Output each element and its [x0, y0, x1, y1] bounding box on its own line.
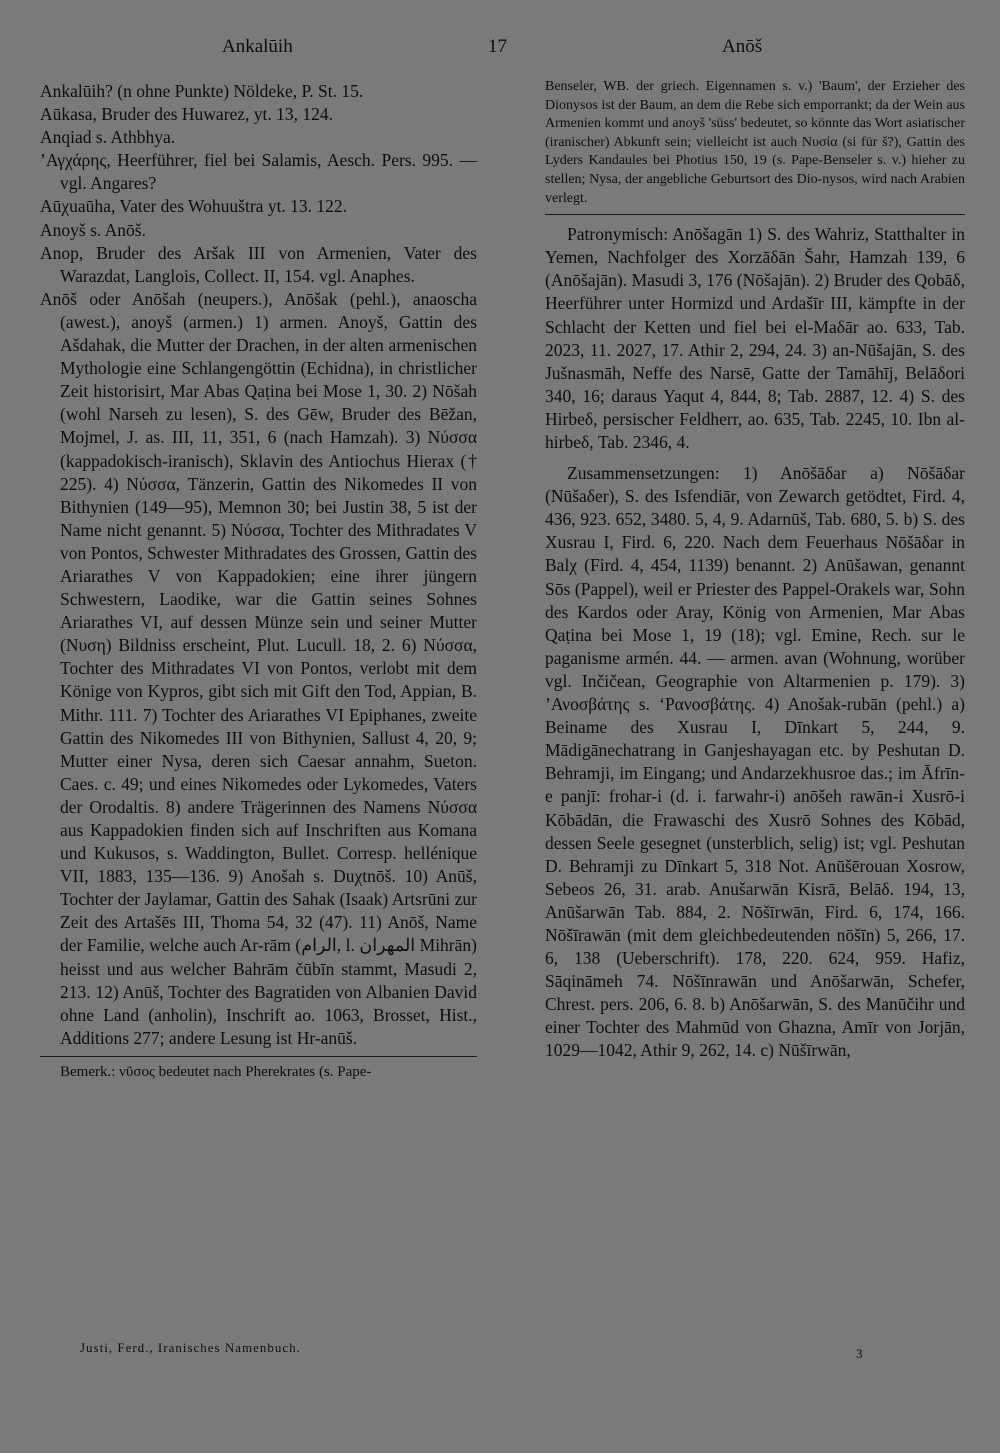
entry-aukasa: Aūkasa, Bruder des Huwarez, yt. 13, 124. [40, 104, 334, 125]
running-header [0, 36, 1000, 62]
header-right-keyword: Anōš [722, 36, 763, 57]
right-column [545, 78, 965, 1063]
left-column [40, 80, 477, 1082]
book-signature-line: Justi, Ferd., Iranisches Namenbuch. [80, 1340, 301, 1355]
entry-anchuauha: Aūχuaūha, Vater des Wohuuštra yt. 13. 122. [40, 196, 348, 217]
entry-anop: Anop, Bruder des Aršak III von Armenien, Vater des Warazdat, Langlois, Collect. II, 154. vgl. Anaphes. [40, 242, 477, 286]
entry-anchares: ʼΑγχάρης, Heerführer, fiel bei Salamis, Aesch. Pers. 995. — vgl. Angares? [40, 150, 477, 194]
paragraph-patronymisch: Patronymisch: Anōšagān 1) S. des Wahriz, Statthalter in Yemen, Nachfolger des Xorzāδān Šahr, Hamzah 139, 6 (Anōšajān). Masudi 3, 176 (Nōšajān). 2) Bruder des Qobāδ, Heerführer unter Hormizd und Ardašīr III, kämpfte in der Schlacht der Ketten und fiel bei el-Maδār ao. 633, Tab. 2023, 11. 2027, 17. Athir 2, 294, 24. 3) an-Nūšajān, S. des Jušnasmāh, Neffe des Narsē, Gatte der Tamāhīj, Belāδori 340, 16; daraus Yaqut 4, 844, 8; Tab. 2887, 12. 4) S. des Hirbeδ, persischer Feldherr, ao. 635, Tab. 2245, 10. Ibn al-hirbeδ, Tab. 2346, 4. [545, 224, 965, 452]
page-number: 17 [488, 36, 507, 57]
entry-ankaluih: Ankalūih? (n ohne Punkte) Nöldeke, P. St. 15. [40, 81, 364, 101]
paragraph-zusammensetzungen: Zusammensetzungen: 1) Anōšāδar a) Nōšāδar (Nūšaδer), S. des Isfendiār, von Zewarch getödtet, Fird. 4, 436, 923. 652, 3480. 5, 4, 9. Adarnūš, Tab. 680, 5. b) S. des Xusrau I, Fird. 6, 220. Nach dem Feuerhaus Nōšāδar in Balχ (Fird. 4, 454, 1139) benannt. 2) Anūšawan, genannt Sōs (Pappel), weil er Priester des Pappel-Orakels war, Sohn des Kardos oder Aray, König von Armenien, Mar Abas Qaṭina bei Mose 1, 19 (18); vgl. Emine, Rech. sur le paganisme armén. 44. — armen. avan (Wohnung, worüber vgl. Inčičean, Geographie von Altarmenien p. 179). 3) ʼΑνοσβάτης s. ʻΡανοσβάτης. 4) Anošak-rubān (pehl.) a) Beiname des Xusrau I, Dīnkart 5, 244, 9. Mādigānechatrang in Ganjeshayagan etc. by Peshutan D. Behramji, im Eingang; und Andarzekhusroe das.; im Āfrīn-e panjī: frohar-i (d. i. farwahr-i) anōšeh rawān-i Xusrō-i Kōbādān, die Frawaschi des Xusrō Sohnes des Kōbād, dessen Seele gesegnet (unsterblich, selig) ist; vgl. Peshutan D. Behramji zu Dīnkart 5, 318 Not. Anūšērouan Xosrow, Sebeos 26, 31. arab. Anušarwān Kisrā, Belāδ. 194, 13, Anūšarwān Tab. 884, 2. Nōšīrwān, Fird. 6, 174, 166. Nōšīrawān (mit dem gleichbedeutenden nōšīn) 5, 266, 17. 6, 138 (Ueberschrift). 178, 220. 624, 959. Hafiz, Sāqināmeh 74. Nōšīnrawān und Anōšarwān, Schefer, Chrest. pers. 206, 6. 8. b) Anōšarwān, S. des Manūčihr und einer Tochter des Mahmūd von Ghazna, Amīr von Jorjān, 1029—1042, Athir 9, 262, 14. c) Nūšīrwān, [545, 463, 965, 1061]
footnote-rule [40, 1056, 477, 1057]
footnote-separator [545, 214, 965, 215]
entry-anos: Anōš oder Anōšah (neupers.), Anōšak (pehl.), anaoscha (awest.), anoyš (armen.) 1) armen. Anoyš, Gattin des Ašdahak, die Mutter der Drachen, in der alten armenischen Mythologie eine Schlangengöttin (Echidna), in christlicher Zeit historisirt, Mar Abas Qaṭina bei Mose 1, 30. 2) Nōšah (wohl Narseh zu lesen), S. des Gēw, Bruder des Bēžan, Mojmel, J. as. III, 11, 351, 6 (nach Hamzah). 3) Νύσσα (kappadokisch-iranisch), Sklavin des Antiochus Hierax († 225). 4) Νύσσα, Tänzerin, Gattin des Nikomedes II von Bithynien (149—95), Memnon 30; bei Justin 38, 5 ist der Name nicht genannt. 5) Νύσσα, Tochter des Mithradates V von Pontos, Schwester Mithradates des Grossen, Gattin des Ariarathes V von Kappadokien; eine ihrer jüngern Schwestern, Laodike, war die Gattin seines Sohnes Ariarathes VI, auf dessen Münze sein und seiner Mutter (Νυση) Bildniss erscheint, Plut. Lucull. 18, 2. 6) Νύσσα, Tochter des Mithradates VI von Pontos, verlobt mit dem Könige von Kypros, gibt sich mit Gift den Tod, Appian, B. Mithr. 111. 7) Tochter des Ariarathes VI Epiphanes, zweite Gattin des Nikomedes III von Bithynien, Sallust 4, 20, 9; Mutter einer Nysa, deren sich Caesar annahm, Sueton. Caes. c. 49; und eines Nikomedes oder Lykomedes, Vaters der Orodaltis. 8) andere Trägerinnen des Namens Νύσσα aus Kappadokien finden sich auf Inschriften aus Komana und Kukusos, s. Waddington, Bullet. Corresp. hellénique VII, 1883, 135—136. 9) Anošah s. Duχtnōš. 10) Anūš, Tochter der Jaylamar, Gattin des Sahak (Isaak) Artsrūni zur Zeit des Artašēs III, Thoma 54, 32 (47). 11) Anōš, Name der Familie, welche auch Ar-rām (الرام, l. المهران Mihrān) heisst und aus welcher Bahrām čūbīn stammt, Masudi 2, 213. 12) Anūš, Tochter des Bagratiden von Albanien David ohne Land (anholin), Inschrift ao. 1063, Brosset, Hist., Additions 277; andere Lesung ist Hr-anūš. [40, 288, 477, 1048]
entry-anoys: Anoyš s. Anōš. [40, 219, 146, 240]
header-left-keyword: Ankalūih [222, 36, 293, 57]
printer-signature-mark: 3 [856, 1346, 863, 1361]
entry-anqiad: Anqiad s. Athbhya. [40, 127, 176, 148]
footnote-continuation: Benseler, WB. der griech. Eigennamen s. v.) 'Baum', der Erzieher des Dionysos ist der Baum, an dem die Rebe sich emporrankt; da der Wein aus Armenien kommt und anoyš 'süss' bedeutet, so könnte das Wort asiatischer (iranischer) Abkunft sein; vielleicht ist auch Nυσία (si für š?), Gattin des Lyders Kandaules bei Photius 150, 19 (s. Pape-Benseler s. v.) hieher zu stellen; Nysa, der angebliche Geburtsort des Dio-nysos, wird nach Arabien verlegt. [545, 79, 965, 206]
footnote-note: Bemerk.: νῦσος bedeutet nach Pherekrates (s. Pape- [60, 1063, 372, 1080]
